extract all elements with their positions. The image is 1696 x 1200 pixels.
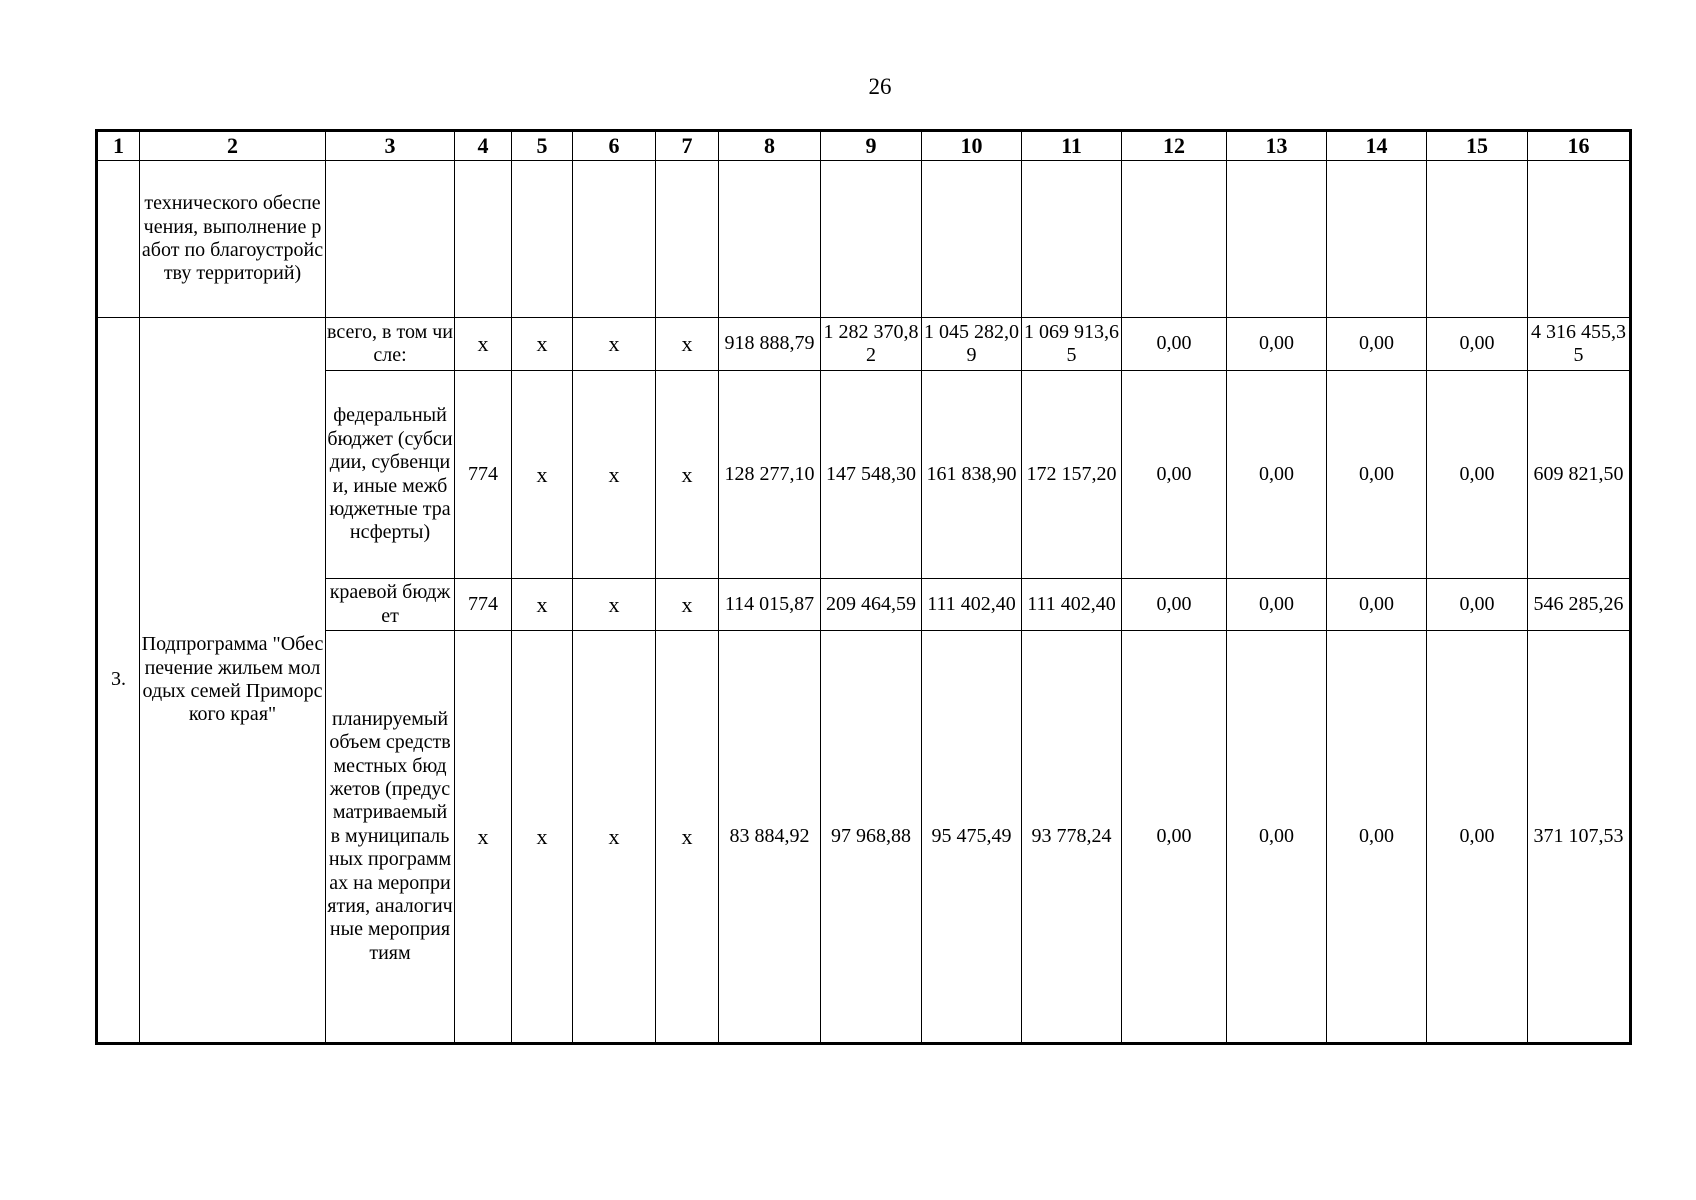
amount-cell: 128 277,10: [719, 371, 821, 579]
empty-cell: [821, 161, 922, 318]
amount-cell: 111 402,40: [922, 579, 1022, 631]
header-cell: 4: [455, 131, 512, 161]
header-cell: 6: [573, 131, 656, 161]
amount-cell: 0,00: [1122, 371, 1227, 579]
header-cell: 11: [1022, 131, 1122, 161]
empty-cell: [1427, 161, 1528, 318]
empty-cell: [1528, 161, 1631, 318]
amount-cell: 0,00: [1327, 318, 1427, 371]
amount-cell: 0,00: [1327, 579, 1427, 631]
empty-cell: [1022, 161, 1122, 318]
header-cell: 2: [140, 131, 326, 161]
value-cell: x: [656, 318, 719, 371]
funding-source: планируемый объем средств местных бюджетов (предусматриваемый в муниципальных программах на мероприятия, аналогичные мероприятиям: [326, 631, 455, 1044]
value-cell: x: [573, 579, 656, 631]
table-row: [97, 579, 1631, 631]
amount-cell: 209 464,59: [821, 579, 922, 631]
value-cell: x: [656, 631, 719, 1044]
total-cell: 546 285,26: [1528, 579, 1631, 631]
table-row: [97, 631, 1631, 1044]
budget-table: [95, 129, 1632, 1045]
amount-cell: 1 045 282,09: [922, 318, 1022, 371]
value-cell: 774: [455, 579, 512, 631]
value-cell: x: [455, 631, 512, 1044]
amount-cell: 97 968,88: [821, 631, 922, 1044]
funding-source: всего, в том числе:: [326, 318, 455, 371]
amount-cell: 0,00: [1122, 318, 1227, 371]
amount-cell: 0,00: [1327, 631, 1427, 1044]
section-number: 3.: [97, 318, 140, 1044]
header-cell: 8: [719, 131, 821, 161]
amount-cell: 114 015,87: [719, 579, 821, 631]
empty-cell: [326, 161, 455, 318]
amount-cell: 0,00: [1227, 371, 1327, 579]
amount-cell: 0,00: [1427, 579, 1528, 631]
subprogram-name: Подпрограмма "Обеспечение жильем молодых семей Приморского края": [140, 318, 326, 1044]
header-cell: 5: [512, 131, 573, 161]
empty-cell: [1122, 161, 1227, 318]
amount-cell: 1 282 370,82: [821, 318, 922, 371]
value-cell: 774: [455, 371, 512, 579]
empty-cell: [97, 161, 140, 318]
amount-cell: 0,00: [1227, 579, 1327, 631]
amount-cell: 95 475,49: [922, 631, 1022, 1044]
header-cell: 14: [1327, 131, 1427, 161]
amount-cell: 161 838,90: [922, 371, 1022, 579]
amount-cell: 0,00: [1427, 318, 1528, 371]
value-cell: x: [512, 318, 573, 371]
empty-cell: [656, 161, 719, 318]
value-cell: x: [512, 371, 573, 579]
amount-cell: 0,00: [1427, 371, 1528, 579]
value-cell: x: [512, 631, 573, 1044]
header-cell: 13: [1227, 131, 1327, 161]
header-cell: 12: [1122, 131, 1227, 161]
value-cell: x: [573, 631, 656, 1044]
empty-cell: [719, 161, 821, 318]
amount-cell: 0,00: [1227, 318, 1327, 371]
value-cell: x: [512, 579, 573, 631]
table-row: [97, 371, 1631, 579]
header-row: [97, 131, 1631, 161]
amount-cell: 93 778,24: [1022, 631, 1122, 1044]
program-name-continued: технического обеспечения, выполнение работ по благоустройству территорий): [140, 161, 326, 318]
amount-cell: 0,00: [1327, 371, 1427, 579]
amount-cell: 0,00: [1427, 631, 1528, 1044]
amount-cell: 172 157,20: [1022, 371, 1122, 579]
amount-cell: 0,00: [1122, 579, 1227, 631]
empty-cell: [512, 161, 573, 318]
header-cell: 10: [922, 131, 1022, 161]
amount-cell: 0,00: [1122, 631, 1227, 1044]
header-cell: 3: [326, 131, 455, 161]
header-cell: 16: [1528, 131, 1631, 161]
amount-cell: 918 888,79: [719, 318, 821, 371]
header-cell: 1: [97, 131, 140, 161]
total-cell: 4 316 455,35: [1528, 318, 1631, 371]
table-row: [97, 161, 1631, 318]
amount-cell: 1 069 913,65: [1022, 318, 1122, 371]
amount-cell: 0,00: [1227, 631, 1327, 1044]
empty-cell: [922, 161, 1022, 318]
table-row: [97, 318, 1631, 371]
total-cell: 371 107,53: [1528, 631, 1631, 1044]
value-cell: x: [573, 318, 656, 371]
funding-source: краевой бюджет: [326, 579, 455, 631]
value-cell: x: [656, 579, 719, 631]
value-cell: x: [455, 318, 512, 371]
empty-cell: [1227, 161, 1327, 318]
amount-cell: 83 884,92: [719, 631, 821, 1044]
value-cell: x: [573, 371, 656, 579]
empty-cell: [455, 161, 512, 318]
header-cell: 9: [821, 131, 922, 161]
empty-cell: [573, 161, 656, 318]
header-cell: 15: [1427, 131, 1528, 161]
amount-cell: 147 548,30: [821, 371, 922, 579]
header-cell: 7: [656, 131, 719, 161]
total-cell: 609 821,50: [1528, 371, 1631, 579]
value-cell: x: [656, 371, 719, 579]
page-number: 26: [868, 74, 892, 99]
amount-cell: 111 402,40: [1022, 579, 1122, 631]
funding-source: федеральный бюджет (субсидии, субвенции, иные межбюджетные трансферты): [326, 371, 455, 579]
empty-cell: [1327, 161, 1427, 318]
